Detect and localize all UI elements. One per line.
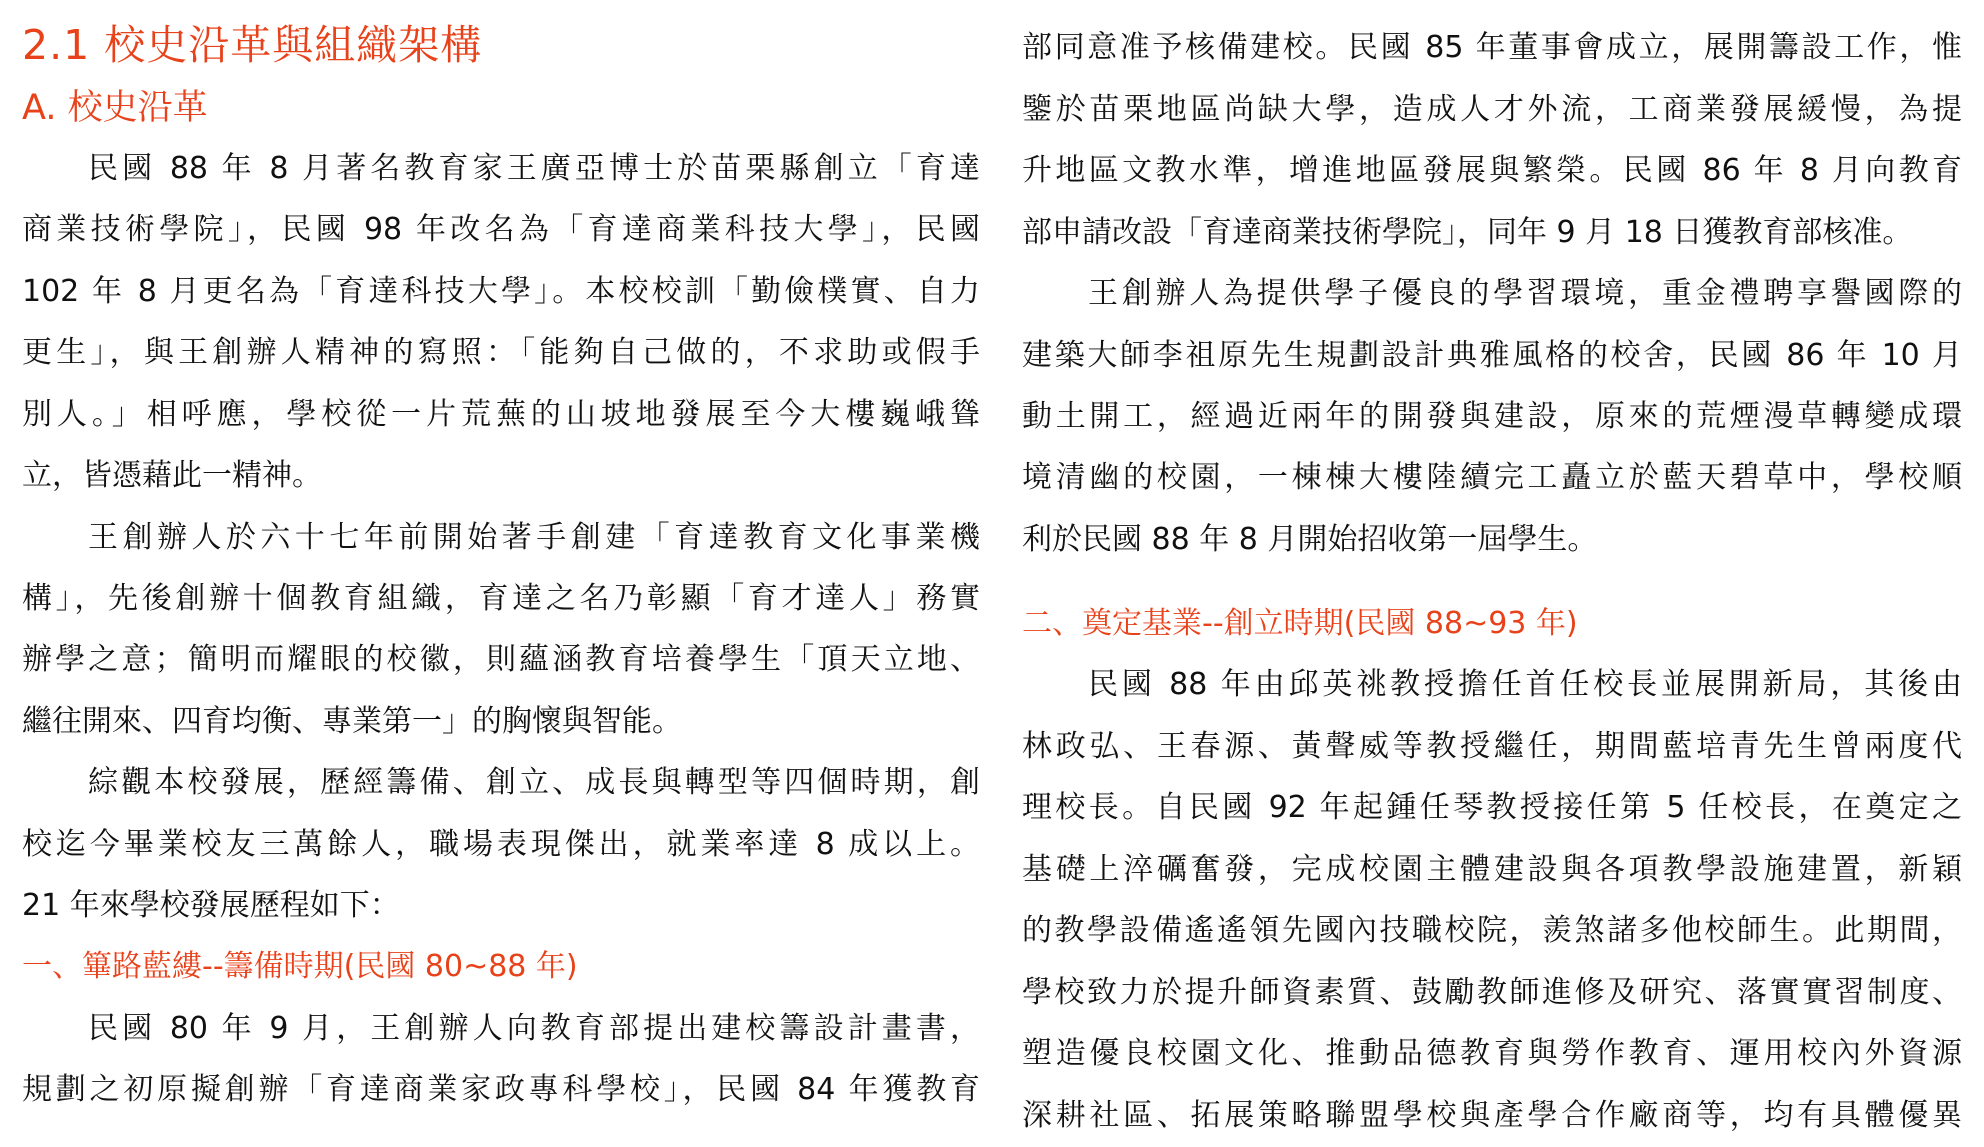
period-1-title: 一、篳路藍縷--籌備時期(民國 80~88 年) (22, 949, 578, 984)
paragraph-line: 王創辦人於六十七年前開始著手創建「育達教育文化事業機 (88, 520, 980, 555)
paragraph-line: 民國 88 年由邱英祧教授擔任首任校長並展開新局，其後由 (1088, 667, 1962, 702)
paragraph-line: 利於民國 88 年 8 月開始招收第一屆學生。 (1022, 522, 1598, 557)
paragraph-line: 辦學之意；簡明而耀眼的校徽，則蘊涵教育培養學生「頂天立地、 (22, 642, 980, 677)
paragraph-line: 升地區文教水準，增進地區發展與繁榮。民國 86 年 8 月向教育 (1022, 153, 1962, 188)
paragraph-line: 動土開工，經過近兩年的開發與建設，原來的荒煙漫草轉變成環 (1022, 399, 1962, 434)
paragraph-line: 構」，先後創辦十個教育組織，育達之名乃彰顯「育才達人」務實 (22, 581, 980, 616)
paragraph-line: 部同意准予核備建校。民國 85 年董事會成立，展開籌設工作，惟 (1022, 30, 1962, 65)
paragraph-line: 商業技術學院」，民國 98 年改名為「育達商業科技大學」，民國 (22, 212, 980, 247)
period-2-title: 二、奠定基業--創立時期(民國 88~93 年) (1022, 606, 1578, 641)
paragraph-line: 王創辦人為提供學子優良的學習環境，重金禮聘享譽國際的 (1088, 276, 1962, 311)
paragraph-line: 102 年 8 月更名為「育達科技大學」。本校校訓「勤儉樸實、自力 (22, 274, 980, 309)
paragraph-line: 別人。」相呼應，學校從一片荒蕪的山坡地發展至今大樓巍峨聳 (22, 397, 980, 432)
paragraph-line: 基礎上淬礪奮發，完成校園主體建設與各項教學設施建置，新穎 (1022, 852, 1962, 887)
paragraph-line: 校迄今畢業校友三萬餘人，職場表現傑出，就業率達 8 成以上。 (22, 827, 980, 862)
paragraph-line: 學校致力於提升師資素質、鼓勵教師進修及研究、落實實習制度、 (1022, 975, 1962, 1010)
paragraph-line: 鑒於苗栗地區尚缺大學，造成人才外流，工商業發展緩慢，為提 (1022, 92, 1962, 127)
paragraph-line: 部申請改設「育達商業技術學院」，同年 9 月 18 日獲教育部核准。 (1022, 215, 1913, 250)
paragraph-line: 民國 80 年 9 月，王創辦人向教育部提出建校籌設計畫書， (88, 1011, 980, 1046)
paragraph-line: 塑造優良校園文化、推動品德教育與勞作教育、運用校內外資源 (1022, 1036, 1962, 1071)
paragraph-line: 境清幽的校園，一棟棟大樓陸續完工矗立於藍天碧草中，學校順 (1022, 460, 1962, 495)
paragraph-line: 立，皆憑藉此一精神。 (22, 458, 322, 493)
paragraph-line: 民國 88 年 8 月著名教育家王廣亞博士於苗栗縣創立「育達 (88, 151, 980, 186)
subsection-title: A. 校史沿革 (22, 88, 208, 128)
paragraph-line: 更生」，與王創辦人精神的寫照：「能夠自己做的，不求助或假手 (22, 335, 980, 370)
paragraph-line: 理校長。自民國 92 年起鍾任琴教授接任第 5 任校長，在奠定之 (1022, 790, 1962, 825)
paragraph-line: 的教學設備遙遙領先國內技職校院，羨煞諸多他校師生。此期間， (1022, 913, 1962, 948)
paragraph-line: 繼往開來、四育均衡、專業第一」的胸懷與智能。 (22, 704, 682, 739)
paragraph-line: 綜觀本校發展，歷經籌備、創立、成長與轉型等四個時期，創 (88, 765, 980, 800)
section-title: 2.1 校史沿革與組織架構 (22, 21, 483, 69)
paragraph-line: 林政弘、王春源、黃聲威等教授繼任，期間藍培青先生曾兩度代 (1022, 729, 1962, 764)
paragraph-line: 深耕社區、拓展策略聯盟學校與產學合作廠商等，均有具體優異 (1022, 1098, 1962, 1133)
paragraph-line: 規劃之初原擬創辦「育達商業家政專科學校」，民國 84 年獲教育 (22, 1072, 980, 1107)
paragraph-line: 21 年來學校發展歷程如下： (22, 888, 400, 923)
paragraph-line: 建築大師李祖原先生規劃設計典雅風格的校舍，民國 86 年 10 月 (1022, 338, 1962, 373)
